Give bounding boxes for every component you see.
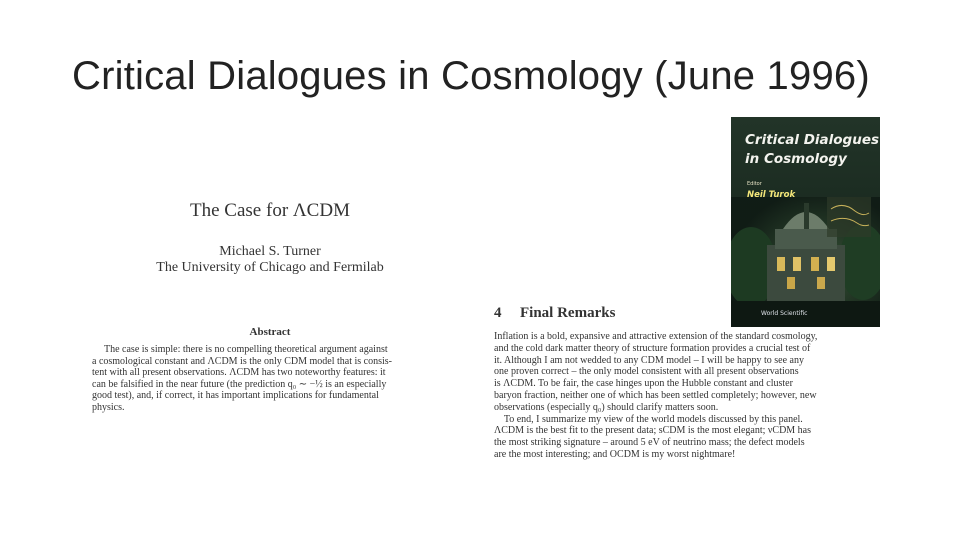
section-title: Final Remarks: [520, 305, 616, 321]
abstract-line: can be falsified in the near future (the prediction q₀ ∼ −½ is an especially: [92, 378, 387, 390]
slide-title: Critical Dialogues in Cosmology (June 1996): [72, 54, 870, 98]
paper-author-block: [90, 244, 450, 276]
section-body: [494, 331, 889, 461]
body-line: and the cold dark matter theory of structure formation provides a crucial test of: [494, 342, 811, 354]
book-cover-image: [731, 117, 880, 327]
abstract-line: physics.: [92, 401, 125, 413]
body-line: are the most interesting; and OCDM is my worst nightmare!: [494, 448, 736, 460]
abstract-heading: Abstract: [249, 326, 291, 338]
body-line: the most striking signature – around 5 eV of neutrino mass; the defect models: [494, 437, 805, 449]
section-number: 4: [494, 305, 502, 321]
body-line: Inflation is a bold, expansive and attractive extension of the standard cosmology,: [494, 331, 818, 342]
abstract-line: tent with all present observations. ΛCDM has two noteworthy features: it: [92, 367, 386, 379]
paper-author: Michael S. Turner: [219, 244, 321, 259]
book-title: [745, 131, 879, 169]
body-line: one proven correct – the only model consistent with all present observations: [494, 366, 799, 378]
body-line: it. Although I am not wedded to any CDM model – I will be happy to see any: [494, 354, 804, 366]
book-editor-name: Neil Turok: [747, 190, 796, 200]
body-line: To end, I summarize my view of the world models discussed by this panel.: [494, 413, 803, 425]
section-heading: [494, 305, 889, 322]
body-line: ΛCDM is the best fit to the present data; sCDM is the most elegant; νCDM has: [494, 425, 812, 437]
book-publisher: World Scientific: [761, 310, 808, 317]
abstract-line: The case is simple: there is no compelling theoretical argument against: [104, 344, 388, 355]
body-line: observations (especially q₀) should clarify matters soon.: [494, 401, 719, 413]
book-editor-label: Editor: [747, 181, 762, 187]
body-line: is ΛCDM. To be fair, the case hinges upon the Hubble constant and cluster: [494, 378, 793, 390]
paper-affiliation: The University of Chicago and Fermilab: [156, 260, 384, 275]
body-line: baryon fraction, neither one of which has been settled completely; however, new: [494, 389, 817, 401]
left-paper-excerpt: [92, 200, 450, 414]
abstract-line: a cosmological constant and ΛCDM is the only CDM model that is consis-: [92, 355, 392, 367]
abstract-line: good test), and, if correct, it has important implications for fundamental: [92, 390, 379, 402]
book-title-line-1: Critical Dialogues: [745, 132, 880, 148]
paper-title: The Case for ΛCDM: [190, 200, 350, 221]
abstract-text: [92, 344, 432, 414]
book-title-line-2: in Cosmology: [745, 151, 847, 167]
right-paper-excerpt: [494, 305, 889, 461]
